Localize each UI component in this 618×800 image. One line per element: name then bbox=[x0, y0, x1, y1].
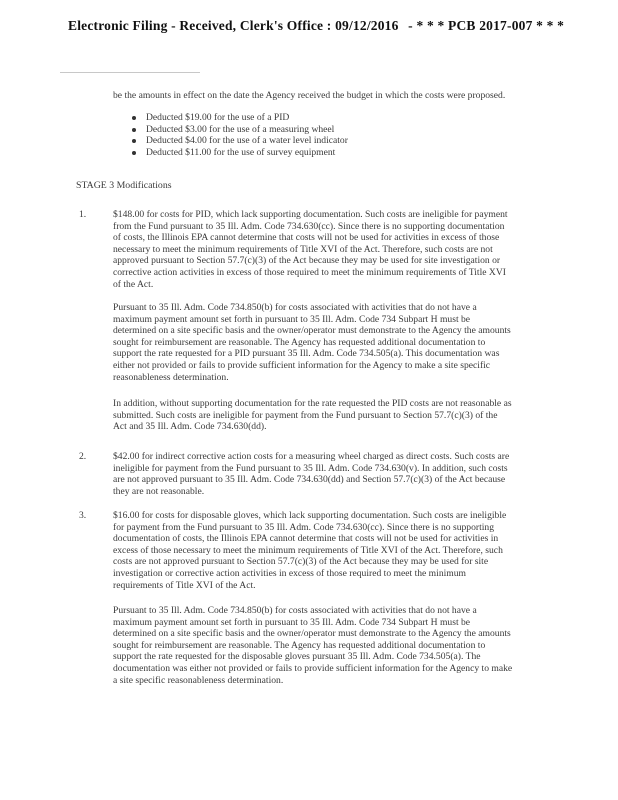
deduction-item: Deducted $11.00 for the use of survey equipment bbox=[131, 147, 411, 159]
filing-stamp-received: Electronic Filing - Received, Clerk's Office : 09/12/2016 bbox=[68, 18, 399, 33]
deductions-list bbox=[131, 112, 411, 158]
scan-artifact-line bbox=[60, 72, 200, 73]
item-number-2: 2. bbox=[79, 451, 87, 462]
filing-stamp-case-number: - * * * PCB 2017-007 * * * bbox=[408, 18, 565, 33]
deduction-item: Deducted $3.00 for the use of a measuring wheel bbox=[131, 124, 411, 136]
item-number-3: 3. bbox=[79, 510, 87, 521]
item-1-paragraph-2: Pursuant to 35 Ill. Adm. Code 734.850(b) for costs associated with activities that do not have a maximum payment amount set forth in pursuant to 35 Ill. Adm. Code 734 Subpart H must be determined on a site specific basis and the owner/operator must demonstrate to the Agency the amounts sought for reimbursement are reasonable. The Agency has requested additional documentation to support the rate requested for a PID pursuant 35 Ill. Adm. Code 734.505(a). This documentation was either not provided or fails to provide sufficient information for the Agency to make a site specific reasonableness determination. bbox=[113, 302, 511, 383]
item-number-1: 1. bbox=[79, 209, 87, 220]
item-1-paragraph-1: $148.00 for costs for PID, which lack supporting documentation. Such costs are ineligible for payment from the Fund pursuant to 35 Ill. Adm. Code 734.630(cc). Since there is no supporting documentation of costs, the Illinois EPA cannot determine that costs will not be used for activities in excess of those necessary to meet the minimum requirements of Title XVI of the Act. Therefore, such costs are not approved pursuant to Section 57.7(c)(3) of the Act because they may be used for site investigation or corrective action activities in excess of those required to meet the minimum requirements of Title XVI of the Act. bbox=[113, 209, 508, 290]
filing-stamp-header bbox=[68, 18, 588, 34]
section-heading: STAGE 3 Modifications bbox=[76, 180, 172, 191]
intro-paragraph: be the amounts in effect on the date the Agency received the budget in which the costs were proposed. bbox=[113, 90, 506, 101]
deduction-item: Deducted $19.00 for the use of a PID bbox=[131, 112, 411, 124]
item-3-paragraph-2: Pursuant to 35 Ill. Adm. Code 734.850(b) for costs associated with activities that do not have a maximum payment amount set forth in pursuant to 35 Ill. Adm. Code 734 Subpart H must be determined on a site specific basis and the owner/operator must demonstrate to the Agency the amounts sought for reimbursement are reasonable. The Agency has requested additional documentation to support the rate requested for the disposable gloves pursuant 35 Ill. Adm. Code 734.505(a). The documentation was either not provided or fails to provide sufficient information for the Agency to make a site specific reasonableness determination. bbox=[113, 605, 513, 686]
item-2-paragraph-1: $42.00 for indirect corrective action costs for a measuring wheel charged as direct costs. Such costs are ineligible for payment from the Fund pursuant to 35 Ill. Adm. Code 734.630(v). In addition, such costs are not approved pursuant to 35 Ill. Adm. Code 734.630(dd) and Section 57.7(c)(3) of the Act because they are not reasonable. bbox=[113, 451, 510, 497]
item-3-paragraph-1: $16.00 for costs for disposable gloves, which lack supporting documentation. Such costs are ineligible for payment from the Fund pursuant to 35 Ill. Adm. Code 734.630(cc). Since there is no supporting documentation of costs, the Illinois EPA cannot determine that costs will not be used for activities in excess of those necessary to meet the minimum requirements of Title XVI of the Act. Therefore, such costs are not approved pursuant to Section 57.7(c)(3) of the Act because they may be used for site investigation or corrective action activities in excess of those required to meet the minimum requirements of Title XVI of the Act. bbox=[113, 510, 507, 591]
deduction-item: Deducted $4.00 for the use of a water level indicator bbox=[131, 135, 411, 147]
item-1-paragraph-3: In addition, without supporting documentation for the rate requested the PID costs are not reasonable as submitted. Such costs are ineligible for payment from the Fund pursuant to Section 57.7(c)(3) of the Act and 35 Ill. Adm. Code 734.630(dd). bbox=[113, 398, 512, 433]
